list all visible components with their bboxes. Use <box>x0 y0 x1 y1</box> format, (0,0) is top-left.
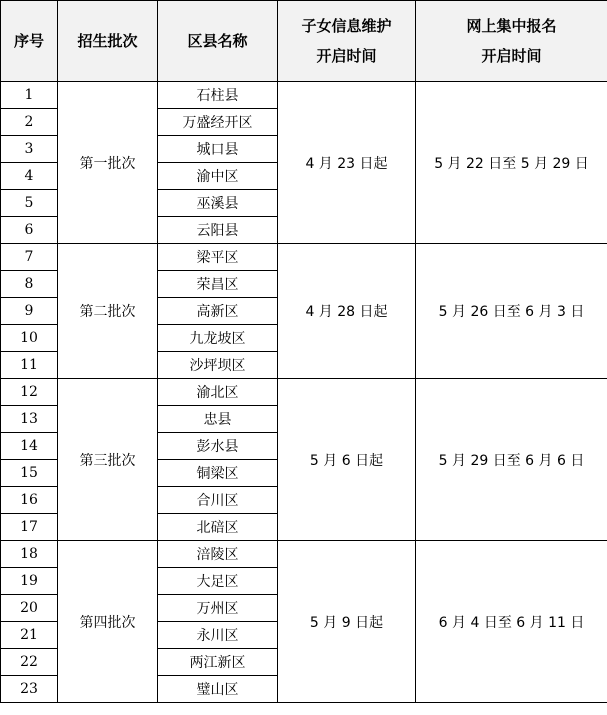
header-batch: 招生批次 <box>58 1 158 82</box>
district-cell: 沙坪坝区 <box>158 352 278 379</box>
table-row <box>1 244 607 271</box>
batch-cell: 第一批次 <box>58 82 158 244</box>
district-cell: 合川区 <box>158 487 278 514</box>
district-cell: 两江新区 <box>158 649 278 676</box>
district-cell: 万州区 <box>158 595 278 622</box>
seq-cell: 21 <box>1 622 58 649</box>
header-district: 区县名称 <box>158 1 278 82</box>
district-cell: 永川区 <box>158 622 278 649</box>
district-cell: 忠县 <box>158 406 278 433</box>
district-cell: 城口县 <box>158 136 278 163</box>
seq-cell: 20 <box>1 595 58 622</box>
table-row <box>1 379 607 406</box>
seq-cell: 4 <box>1 163 58 190</box>
maintain-date-cell: 5 月 9 日起 <box>278 541 416 703</box>
seq-cell: 5 <box>1 190 58 217</box>
seq-cell: 12 <box>1 379 58 406</box>
batch-cell: 第二批次 <box>58 244 158 379</box>
header-maintain-line1: 子女信息维护 <box>301 17 392 35</box>
seq-cell: 6 <box>1 217 58 244</box>
seq-cell: 9 <box>1 298 58 325</box>
maintain-date-cell: 4 月 28 日起 <box>278 244 416 379</box>
seq-cell: 14 <box>1 433 58 460</box>
seq-cell: 11 <box>1 352 58 379</box>
district-cell: 大足区 <box>158 568 278 595</box>
batch-cell: 第三批次 <box>58 379 158 541</box>
seq-cell: 10 <box>1 325 58 352</box>
header-maintain-line2: 开启时间 <box>316 47 377 65</box>
maintain-date-cell: 4 月 23 日起 <box>278 82 416 244</box>
seq-cell: 22 <box>1 649 58 676</box>
batch-cell: 第四批次 <box>58 541 158 703</box>
header-maintain <box>278 1 416 82</box>
seq-cell: 16 <box>1 487 58 514</box>
seq-cell: 8 <box>1 271 58 298</box>
district-cell: 巫溪县 <box>158 190 278 217</box>
district-cell: 荣昌区 <box>158 271 278 298</box>
seq-cell: 7 <box>1 244 58 271</box>
seq-cell: 17 <box>1 514 58 541</box>
maintain-date-cell: 5 月 6 日起 <box>278 379 416 541</box>
seq-cell: 3 <box>1 136 58 163</box>
table-body <box>1 82 607 703</box>
header-apply-line2: 开启时间 <box>481 47 542 65</box>
header-apply <box>416 1 607 82</box>
district-cell: 彭水县 <box>158 433 278 460</box>
district-cell: 渝中区 <box>158 163 278 190</box>
table-row <box>1 82 607 109</box>
header-apply-line1: 网上集中报名 <box>466 17 557 35</box>
apply-date-cell: 6 月 4 日至 6 月 11 日 <box>416 541 607 703</box>
district-cell: 涪陵区 <box>158 541 278 568</box>
district-cell: 九龙坡区 <box>158 325 278 352</box>
apply-date-cell: 5 月 29 日至 6 月 6 日 <box>416 379 607 541</box>
seq-cell: 1 <box>1 82 58 109</box>
table-row <box>1 541 607 568</box>
header-row <box>1 1 607 82</box>
district-cell: 云阳县 <box>158 217 278 244</box>
district-cell: 高新区 <box>158 298 278 325</box>
district-cell: 万盛经开区 <box>158 109 278 136</box>
seq-cell: 18 <box>1 541 58 568</box>
district-cell: 石柱县 <box>158 82 278 109</box>
seq-cell: 19 <box>1 568 58 595</box>
seq-cell: 15 <box>1 460 58 487</box>
district-cell: 梁平区 <box>158 244 278 271</box>
district-cell: 北碚区 <box>158 514 278 541</box>
header-seq: 序号 <box>1 1 58 82</box>
district-cell: 璧山区 <box>158 676 278 703</box>
seq-cell: 23 <box>1 676 58 703</box>
apply-date-cell: 5 月 26 日至 6 月 3 日 <box>416 244 607 379</box>
apply-date-cell: 5 月 22 日至 5 月 29 日 <box>416 82 607 244</box>
district-cell: 铜梁区 <box>158 460 278 487</box>
seq-cell: 2 <box>1 109 58 136</box>
district-cell: 渝北区 <box>158 379 278 406</box>
seq-cell: 13 <box>1 406 58 433</box>
